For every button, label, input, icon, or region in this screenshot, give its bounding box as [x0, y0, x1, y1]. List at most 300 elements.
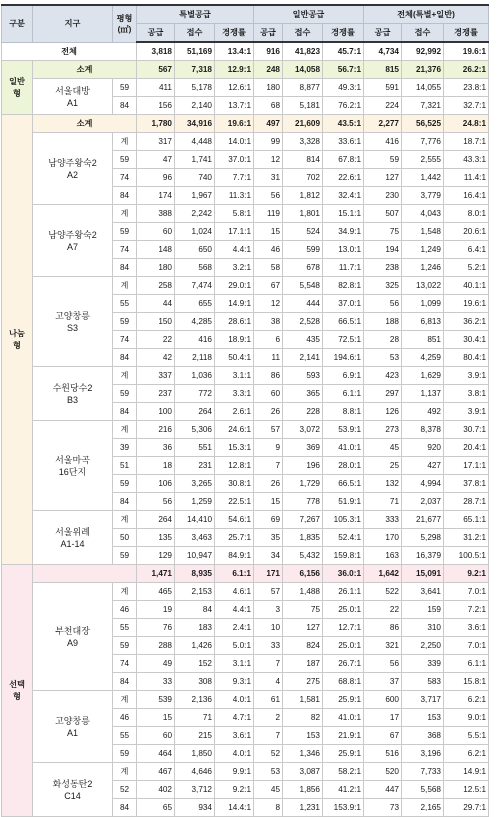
value-cell: 920: [402, 439, 444, 457]
value-cell: 2.6:1: [215, 403, 254, 421]
value-cell: 1,259: [175, 493, 215, 511]
value-cell: 22.5:1: [215, 493, 254, 511]
district-name: 화성동탄2 C14: [33, 763, 113, 817]
value-cell: 492: [402, 403, 444, 421]
header-overall: 전체(특별+일반): [364, 5, 489, 24]
value-cell: 76.2:1: [323, 97, 364, 115]
value-cell: 310: [402, 619, 444, 637]
header-size-label: 평형 (㎡): [116, 13, 133, 34]
value-cell: 317: [137, 133, 175, 151]
size-cell: 59: [113, 151, 137, 169]
total-cell: 3,818: [137, 42, 175, 61]
value-cell: 447: [364, 781, 402, 799]
value-cell: 7,733: [402, 763, 444, 781]
value-cell: 129: [137, 547, 175, 565]
value-cell: 325: [364, 277, 402, 295]
subtotal-cell: 34,916: [175, 115, 215, 133]
value-cell: 5,548: [283, 277, 323, 295]
value-cell: 7.7:1: [215, 169, 254, 187]
value-cell: 231: [175, 457, 215, 475]
subtotal-cell: 6.1:1: [215, 565, 254, 583]
value-cell: 7: [254, 655, 283, 673]
table-row: [2, 691, 489, 709]
value-cell: 25.9:1: [323, 745, 364, 763]
value-cell: 411: [137, 79, 175, 97]
value-cell: 464: [137, 745, 175, 763]
value-cell: 568: [175, 259, 215, 277]
value-cell: 6.2:1: [444, 745, 489, 763]
size-cell: 74: [113, 241, 137, 259]
total-cell: 51,169: [175, 42, 215, 61]
value-cell: 44: [137, 295, 175, 313]
value-cell: 71: [364, 493, 402, 511]
value-cell: 1,099: [402, 295, 444, 313]
value-cell: 1,729: [283, 475, 323, 493]
value-cell: 150: [137, 313, 175, 331]
value-cell: 36: [137, 439, 175, 457]
subtotal-cell: 21,376: [402, 61, 444, 79]
value-cell: 32.4:1: [323, 187, 364, 205]
value-cell: 388: [137, 205, 175, 223]
table-row: [2, 367, 489, 385]
value-cell: 56: [364, 295, 402, 313]
district-name: 수원당수2 B3: [33, 367, 113, 421]
size-cell: 계: [113, 367, 137, 385]
value-cell: 20.4:1: [444, 439, 489, 457]
value-cell: 5,306: [175, 421, 215, 439]
value-cell: 650: [175, 241, 215, 259]
value-cell: 423: [364, 367, 402, 385]
value-cell: 53: [364, 349, 402, 367]
value-cell: 38: [254, 313, 283, 331]
header-general: 일반공급: [254, 5, 364, 24]
value-cell: 37.0:1: [323, 295, 364, 313]
value-cell: 678: [283, 259, 323, 277]
value-cell: 5,432: [283, 547, 323, 565]
value-cell: 3.1:1: [215, 655, 254, 673]
total-cell: 13.4:1: [215, 42, 254, 61]
value-cell: 7,474: [175, 277, 215, 295]
value-cell: 99: [254, 133, 283, 151]
value-cell: 702: [283, 169, 323, 187]
size-cell: 계: [113, 133, 137, 151]
value-cell: 153.9:1: [323, 799, 364, 817]
value-cell: 524: [283, 223, 323, 241]
subtotal-cell: 43.5:1: [323, 115, 364, 133]
size-cell: 59: [113, 385, 137, 403]
value-cell: 19.6:1: [444, 295, 489, 313]
value-cell: 106: [137, 475, 175, 493]
value-cell: 15.1:1: [323, 205, 364, 223]
size-cell: 50: [113, 529, 137, 547]
size-cell: 계: [113, 691, 137, 709]
value-cell: 7.2:1: [444, 601, 489, 619]
value-cell: 3,265: [175, 475, 215, 493]
size-cell: 55: [113, 727, 137, 745]
value-cell: 15.3:1: [215, 439, 254, 457]
size-cell: 74: [113, 655, 137, 673]
subtotal-cell: 19.6:1: [215, 115, 254, 133]
subtotal-cell: 21,609: [283, 115, 323, 133]
value-cell: 321: [364, 637, 402, 655]
group-label: 선택 형: [2, 565, 33, 817]
value-cell: 59: [364, 151, 402, 169]
total-cell: 41,823: [283, 42, 323, 61]
value-cell: 17: [364, 709, 402, 727]
value-cell: 65: [137, 799, 175, 817]
value-cell: 60: [137, 223, 175, 241]
value-cell: 30.8:1: [215, 475, 254, 493]
subtotal-cell: 1,642: [364, 565, 402, 583]
value-cell: 194: [364, 241, 402, 259]
value-cell: 21,677: [402, 511, 444, 529]
value-cell: 264: [175, 403, 215, 421]
subtotal-label: [33, 565, 137, 583]
total-cell: 45.7:1: [323, 42, 364, 61]
value-cell: 180: [137, 259, 175, 277]
size-cell: 55: [113, 295, 137, 313]
value-cell: 43.3:1: [444, 151, 489, 169]
value-cell: 2.4:1: [215, 619, 254, 637]
value-cell: 69: [254, 511, 283, 529]
size-cell: 59: [113, 223, 137, 241]
value-cell: 4,448: [175, 133, 215, 151]
value-cell: 33: [254, 637, 283, 655]
value-cell: 6.1:1: [444, 655, 489, 673]
value-cell: 6: [254, 331, 283, 349]
value-cell: 153: [402, 709, 444, 727]
size-cell: 84: [113, 673, 137, 691]
value-cell: 66.5:1: [323, 475, 364, 493]
value-cell: 230: [364, 187, 402, 205]
value-cell: 26.1:1: [323, 583, 364, 601]
value-cell: 333: [364, 511, 402, 529]
header-general-rate: 경쟁률: [323, 24, 364, 43]
value-cell: 18: [137, 457, 175, 475]
value-cell: 2,136: [175, 691, 215, 709]
value-cell: 369: [283, 439, 323, 457]
value-cell: 288: [137, 637, 175, 655]
value-cell: 551: [175, 439, 215, 457]
value-cell: 22: [137, 331, 175, 349]
value-cell: 416: [364, 133, 402, 151]
value-cell: 2,528: [283, 313, 323, 331]
value-cell: 7.0:1: [444, 637, 489, 655]
value-cell: 119: [254, 205, 283, 223]
value-cell: 18.7:1: [444, 133, 489, 151]
size-cell: 39: [113, 439, 137, 457]
value-cell: 4,994: [402, 475, 444, 493]
value-cell: 1,581: [283, 691, 323, 709]
value-cell: 3.1:1: [215, 367, 254, 385]
district-name: 고양창릉 S3: [33, 277, 113, 367]
value-cell: 6,813: [402, 313, 444, 331]
header-special: 특별공급: [137, 5, 254, 24]
value-cell: 5,568: [402, 781, 444, 799]
total-cell: 4,734: [364, 42, 402, 61]
value-cell: 3,463: [175, 529, 215, 547]
value-cell: 339: [402, 655, 444, 673]
value-cell: 368: [402, 727, 444, 745]
size-cell: 52: [113, 781, 137, 799]
value-cell: 25.7:1: [215, 529, 254, 547]
value-cell: 655: [175, 295, 215, 313]
value-cell: 34: [254, 547, 283, 565]
value-cell: 2,250: [402, 637, 444, 655]
value-cell: 3.2:1: [215, 259, 254, 277]
value-cell: 7,267: [283, 511, 323, 529]
value-cell: 778: [283, 493, 323, 511]
value-cell: 427: [402, 457, 444, 475]
subtotal-cell: 815: [364, 61, 402, 79]
value-cell: 4,259: [402, 349, 444, 367]
value-cell: 2,141: [283, 349, 323, 367]
subtotal-cell: 12.9:1: [215, 61, 254, 79]
value-cell: 75: [364, 223, 402, 241]
value-cell: 26: [254, 475, 283, 493]
competition-rate-table: [1, 4, 489, 817]
district-name: 서울위례 A1-14: [33, 511, 113, 565]
value-cell: 8.8:1: [323, 403, 364, 421]
table-row: [2, 277, 489, 295]
value-cell: 520: [364, 763, 402, 781]
size-cell: 59: [113, 547, 137, 565]
value-cell: 2,118: [175, 349, 215, 367]
value-cell: 61: [254, 691, 283, 709]
value-cell: 127: [283, 619, 323, 637]
value-cell: 1,231: [283, 799, 323, 817]
district-name: 고양창릉 A1: [33, 691, 113, 763]
value-cell: 32.7:1: [444, 97, 489, 115]
value-cell: 522: [364, 583, 402, 601]
value-cell: 467: [137, 763, 175, 781]
table-row: [2, 79, 489, 97]
size-cell: 59: [113, 637, 137, 655]
value-cell: 49: [137, 655, 175, 673]
value-cell: 1,850: [175, 745, 215, 763]
value-cell: 308: [175, 673, 215, 691]
value-cell: 10: [254, 619, 283, 637]
value-cell: 8,877: [283, 79, 323, 97]
value-cell: 1,835: [283, 529, 323, 547]
header-district: 지구: [33, 5, 113, 42]
value-cell: 33.6:1: [323, 133, 364, 151]
value-cell: 4,043: [402, 205, 444, 223]
value-cell: 814: [283, 151, 323, 169]
value-cell: 9.2:1: [215, 781, 254, 799]
value-cell: 25.0:1: [323, 601, 364, 619]
value-cell: 25.0:1: [323, 637, 364, 655]
value-cell: 41.0:1: [323, 439, 364, 457]
value-cell: 126: [364, 403, 402, 421]
value-cell: 30.7:1: [444, 421, 489, 439]
value-cell: 275: [283, 673, 323, 691]
size-cell: 계: [113, 763, 137, 781]
value-cell: 1,812: [283, 187, 323, 205]
value-cell: 258: [137, 277, 175, 295]
value-cell: 57: [254, 583, 283, 601]
value-cell: 228: [283, 403, 323, 421]
value-cell: 67: [364, 727, 402, 745]
value-cell: 9.3:1: [215, 673, 254, 691]
value-cell: 4.0:1: [215, 691, 254, 709]
value-cell: 3,717: [402, 691, 444, 709]
value-cell: 15: [254, 493, 283, 511]
value-cell: 6.4:1: [444, 241, 489, 259]
value-cell: 3,087: [283, 763, 323, 781]
value-cell: 22.6:1: [323, 169, 364, 187]
value-cell: 1,488: [283, 583, 323, 601]
value-cell: 5.5:1: [444, 727, 489, 745]
header-general-supply: 공급: [254, 24, 283, 43]
value-cell: 60: [254, 385, 283, 403]
value-cell: 37: [364, 673, 402, 691]
value-cell: 156: [137, 97, 175, 115]
total-label: 전체: [2, 42, 137, 61]
value-cell: 170: [364, 529, 402, 547]
value-cell: 56: [137, 493, 175, 511]
value-cell: 13,022: [402, 277, 444, 295]
value-cell: 3.6:1: [215, 727, 254, 745]
value-cell: 216: [137, 421, 175, 439]
subtotal-label: 소계: [33, 115, 137, 133]
value-cell: 583: [402, 673, 444, 691]
value-cell: 1,801: [283, 205, 323, 223]
value-cell: 47: [137, 151, 175, 169]
value-cell: 337: [137, 367, 175, 385]
value-cell: 12: [254, 151, 283, 169]
value-cell: 8,378: [402, 421, 444, 439]
value-cell: 45: [364, 439, 402, 457]
value-cell: 365: [283, 385, 323, 403]
value-cell: 507: [364, 205, 402, 223]
value-cell: 772: [175, 385, 215, 403]
subtotal-cell: 26.2:1: [444, 61, 489, 79]
value-cell: 67: [254, 277, 283, 295]
value-cell: 76: [137, 619, 175, 637]
value-cell: 11.7:1: [323, 259, 364, 277]
size-cell: 59: [113, 745, 137, 763]
value-cell: 37.8:1: [444, 475, 489, 493]
value-cell: 14.0:1: [215, 133, 254, 151]
header-special-rate: 경쟁률: [215, 24, 254, 43]
value-cell: 53.9:1: [323, 421, 364, 439]
value-cell: 7: [254, 457, 283, 475]
value-cell: 196: [283, 457, 323, 475]
value-cell: 19: [137, 601, 175, 619]
value-cell: 1,967: [175, 187, 215, 205]
value-cell: 3,196: [402, 745, 444, 763]
size-cell: 84: [113, 799, 137, 817]
value-cell: 2,555: [402, 151, 444, 169]
value-cell: 180: [254, 79, 283, 97]
table-wrapper: [1, 4, 489, 817]
value-cell: 58: [254, 259, 283, 277]
value-cell: 86: [254, 367, 283, 385]
subtotal-cell: 7,318: [175, 61, 215, 79]
value-cell: 5,298: [402, 529, 444, 547]
value-cell: 100.5:1: [444, 547, 489, 565]
value-cell: 273: [364, 421, 402, 439]
subtotal-row: [2, 115, 489, 133]
value-cell: 2: [254, 709, 283, 727]
subtotal-cell: 9.2:1: [444, 565, 489, 583]
value-cell: 6.9:1: [323, 367, 364, 385]
value-cell: 66.5:1: [323, 313, 364, 331]
value-cell: 4,646: [175, 763, 215, 781]
value-cell: 4.4:1: [215, 601, 254, 619]
value-cell: 86: [364, 619, 402, 637]
value-cell: 183: [175, 619, 215, 637]
value-cell: 2,037: [402, 493, 444, 511]
value-cell: 237: [137, 385, 175, 403]
value-cell: 67.8:1: [323, 151, 364, 169]
subtotal-cell: 171: [254, 565, 283, 583]
value-cell: 15.8:1: [444, 673, 489, 691]
value-cell: 851: [402, 331, 444, 349]
header-overall-rate: 경쟁률: [444, 24, 489, 43]
value-cell: 54.6:1: [215, 511, 254, 529]
subtotal-cell: 567: [137, 61, 175, 79]
value-cell: 72.5:1: [323, 331, 364, 349]
value-cell: 105.3:1: [323, 511, 364, 529]
value-cell: 20.6:1: [444, 223, 489, 241]
value-cell: 3.9:1: [444, 367, 489, 385]
value-cell: 82: [283, 709, 323, 727]
value-cell: 45: [254, 781, 283, 799]
value-cell: 35: [254, 529, 283, 547]
value-cell: 444: [283, 295, 323, 313]
value-cell: 17.1:1: [215, 223, 254, 241]
subtotal-cell: 1,780: [137, 115, 175, 133]
value-cell: 22: [364, 601, 402, 619]
value-cell: 26.7:1: [323, 655, 364, 673]
header-special-supply: 공급: [137, 24, 175, 43]
value-cell: 28.6:1: [215, 313, 254, 331]
value-cell: 51.9:1: [323, 493, 364, 511]
subtotal-cell: 2,277: [364, 115, 402, 133]
value-cell: 416: [175, 331, 215, 349]
size-cell: 84: [113, 259, 137, 277]
size-cell: 계: [113, 583, 137, 601]
value-cell: 824: [283, 637, 323, 655]
size-cell: 84: [113, 187, 137, 205]
value-cell: 42: [137, 349, 175, 367]
value-cell: 31: [254, 169, 283, 187]
value-cell: 23.8:1: [444, 79, 489, 97]
table-row: [2, 763, 489, 781]
size-cell: 계: [113, 205, 137, 223]
subtotal-label: 소계: [33, 61, 137, 79]
group-label: 일반 형: [2, 61, 33, 115]
value-cell: 4.4:1: [215, 241, 254, 259]
header-overall-applied: 접수: [402, 24, 444, 43]
value-cell: 9: [254, 439, 283, 457]
header-special-applied: 접수: [175, 24, 215, 43]
value-cell: 4,285: [175, 313, 215, 331]
value-cell: 29.0:1: [215, 277, 254, 295]
value-cell: 56: [254, 187, 283, 205]
value-cell: 26: [254, 403, 283, 421]
value-cell: 1,856: [283, 781, 323, 799]
value-cell: 31.2:1: [444, 529, 489, 547]
value-cell: 1,346: [283, 745, 323, 763]
subtotal-cell: 36.0:1: [323, 565, 364, 583]
value-cell: 21.9:1: [323, 727, 364, 745]
value-cell: 163: [364, 547, 402, 565]
value-cell: 17.1:1: [444, 457, 489, 475]
value-cell: 4.6:1: [215, 583, 254, 601]
